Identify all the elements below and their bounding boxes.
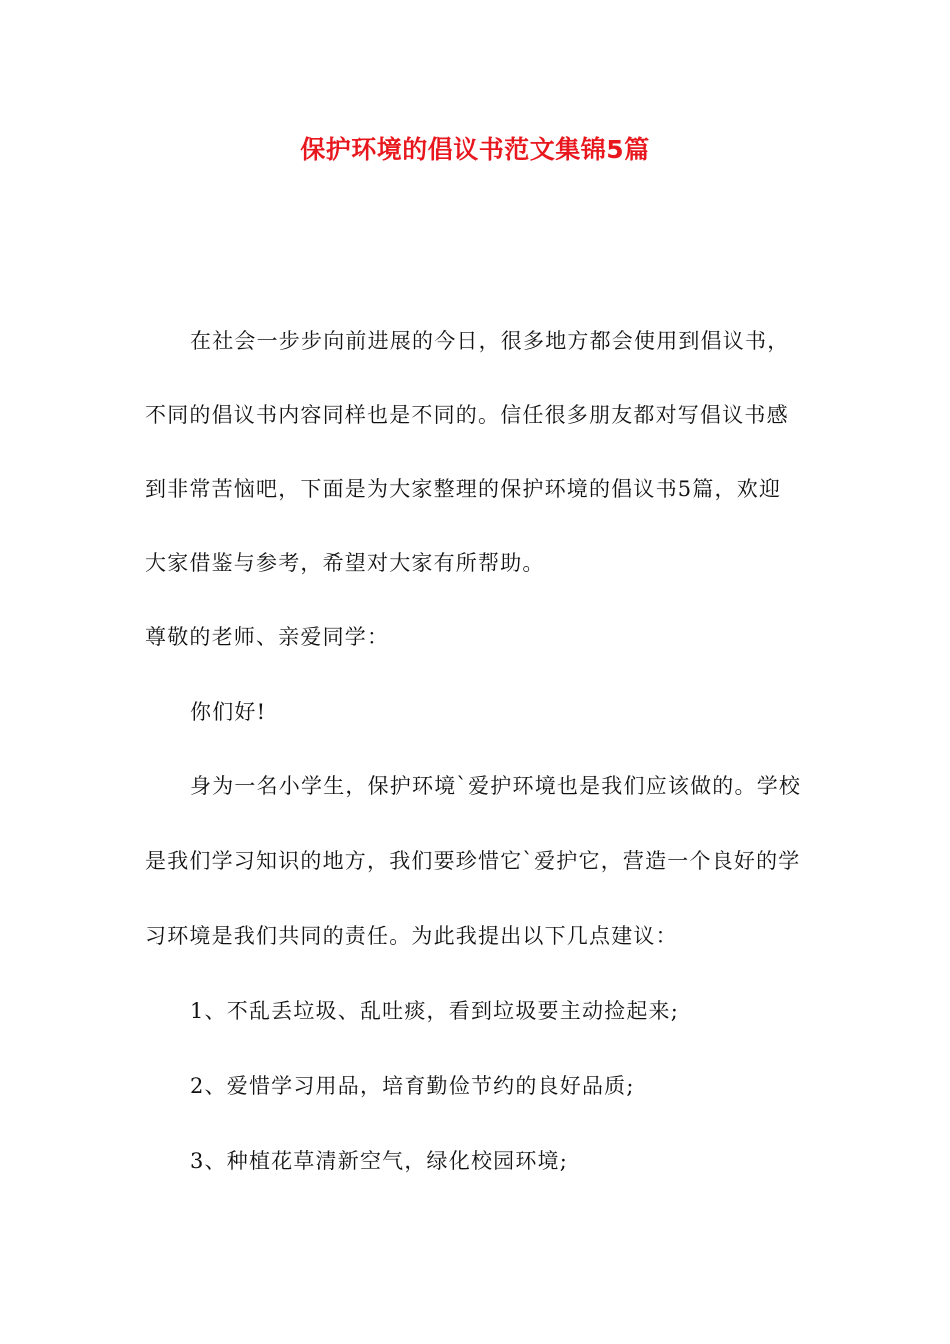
body-line-2: 是我们学习知识的地方，我们要珍惜它`爱护它，营造一个良好的学	[145, 849, 801, 873]
intro-line-1: 在社会一步步向前进展的今日，很多地方都会使用到倡议书，	[190, 329, 790, 353]
body-line-3: 习环境是我们共同的责任。为此我提出以下几点建议：	[145, 924, 678, 948]
salutation: 尊敬的老师、亲爱同学：	[145, 625, 390, 649]
intro-line-2: 不同的倡议书内容同样也是不同的。信任很多朋友都对写倡议书感	[145, 403, 789, 427]
intro-line-4: 大家借鉴与参考，希望对大家有所帮助。	[145, 551, 545, 575]
greeting: 你们好!	[190, 700, 267, 724]
suggestion-item-1: 1、不乱丢垃圾、乱吐痰，看到垃圾要主动捡起来;	[190, 999, 680, 1023]
document-title: 保护环境的倡议书范文集锦5篇	[300, 135, 650, 164]
intro-line-3: 到非常苦恼吧，下面是为大家整理的保护环境的倡议书5篇，欢迎	[145, 477, 782, 501]
suggestion-item-3: 3、种植花草清新空气，绿化校园环境;	[190, 1149, 569, 1173]
body-line-1: 身为一名小学生，保护环境`爱护环境也是我们应该做的。学校	[190, 774, 802, 798]
suggestion-item-2: 2、爱惜学习用品，培育勤俭节约的良好品质;	[190, 1074, 635, 1098]
